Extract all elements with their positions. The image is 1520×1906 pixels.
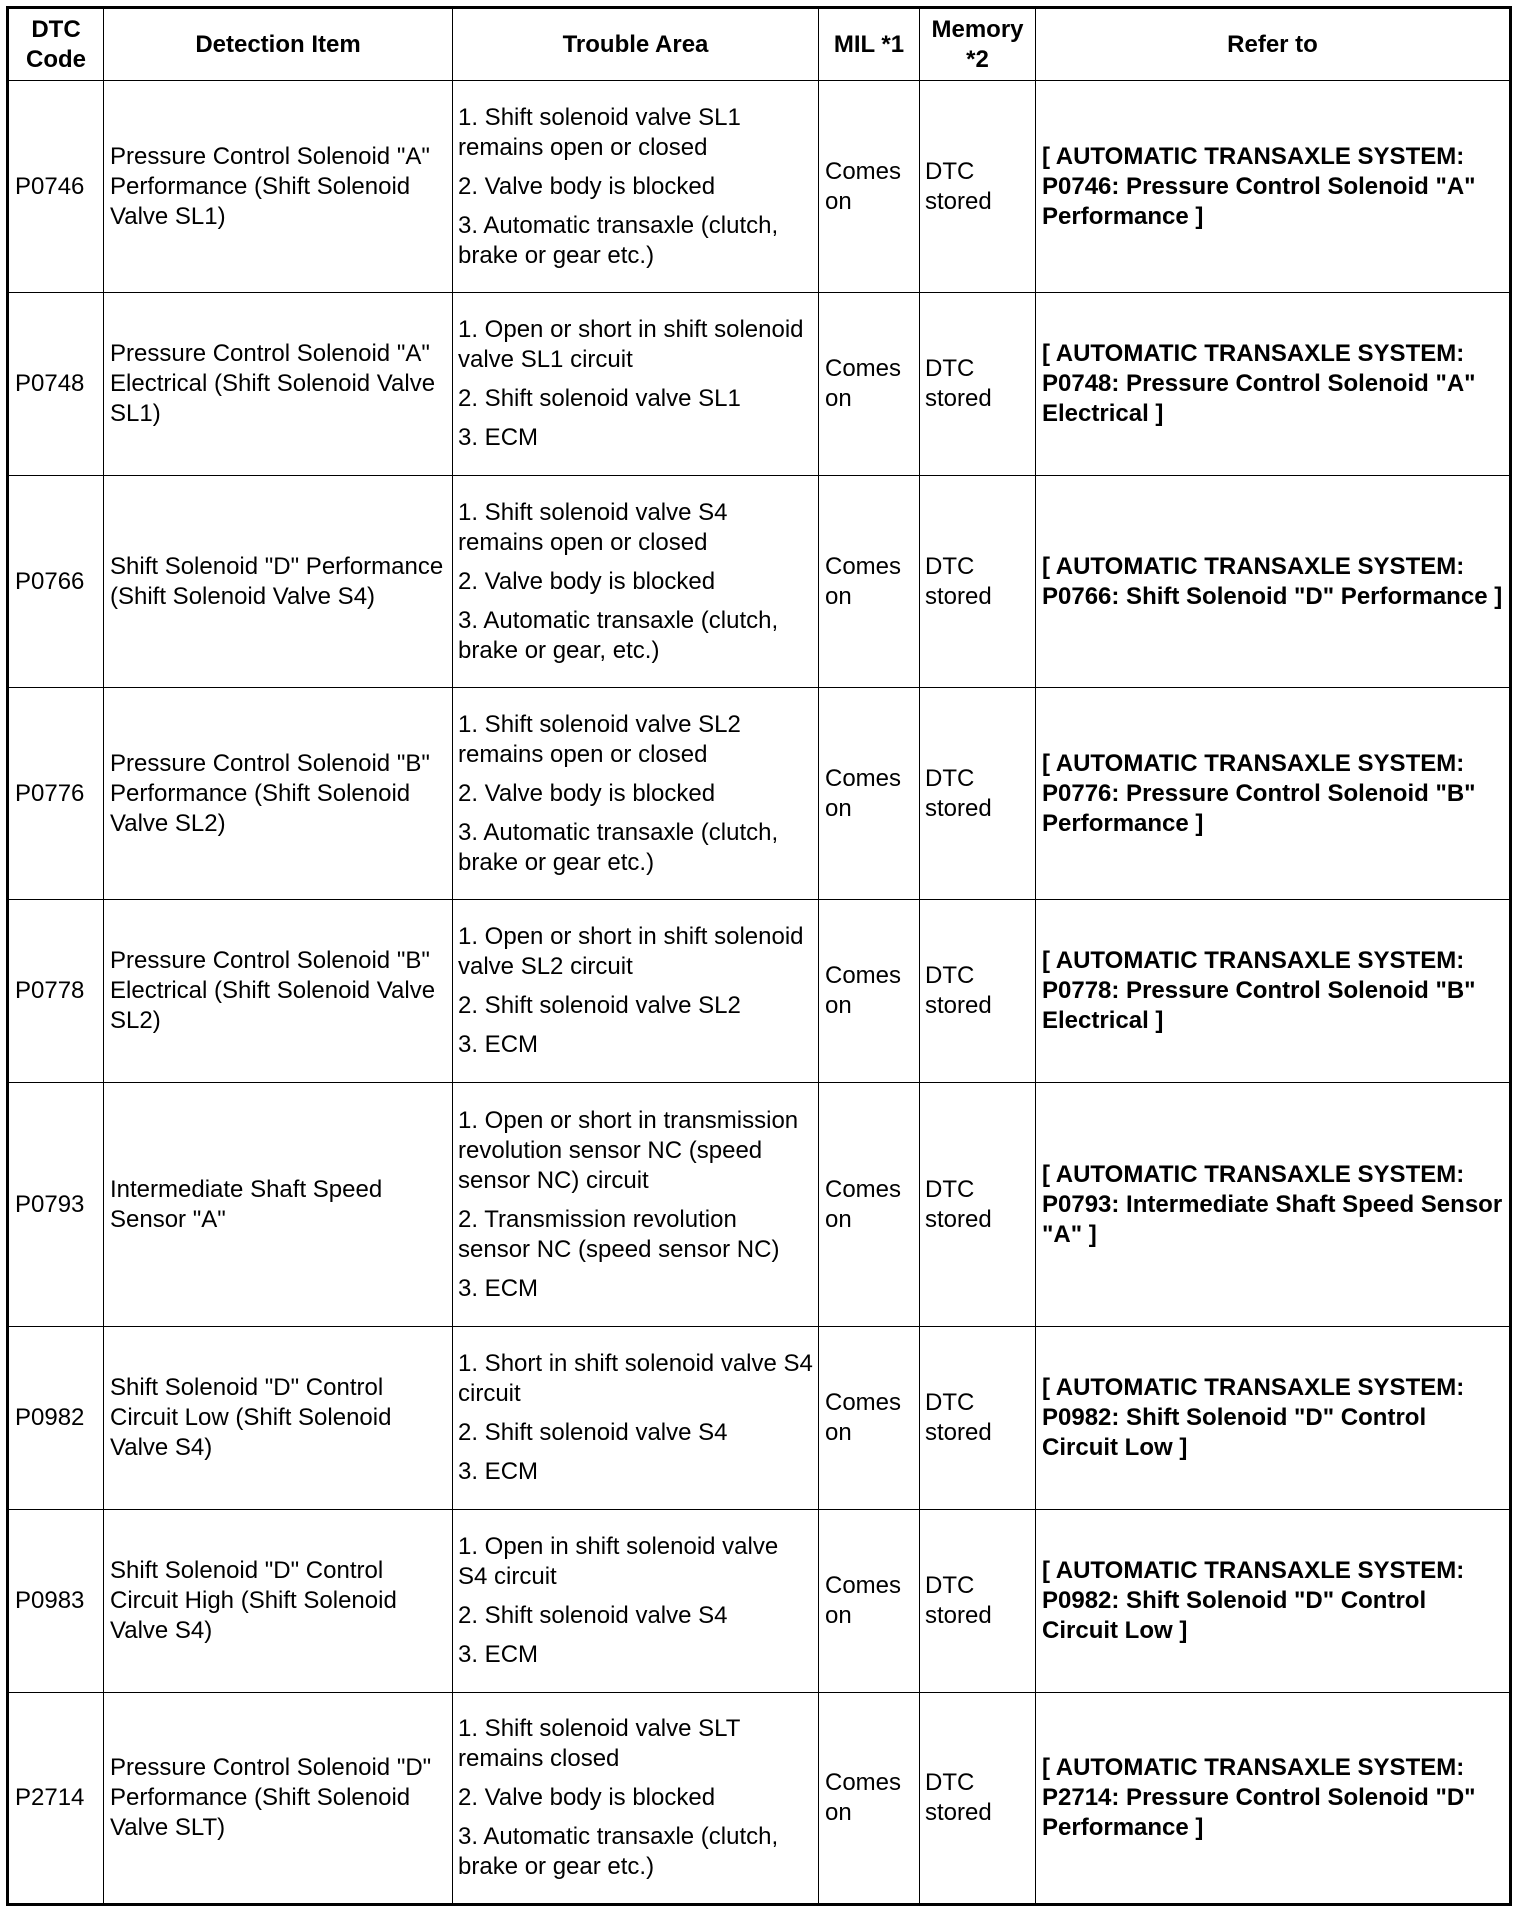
trouble-area-item: 2. Shift solenoid valve S4 [458, 1602, 728, 1629]
table-row [8, 1083, 1511, 1327]
dtc-code-cell: P0748 [8, 293, 104, 476]
trouble-area-item: 2. Valve body is blocked [458, 1784, 716, 1811]
header-mil: MIL *1 [819, 8, 920, 81]
refer-to-cell: [ AUTOMATIC TRANSAXLE SYSTEM: P0778: Pressure Control Solenoid "B" Electrical ] [1036, 900, 1511, 1083]
memory-cell: DTC stored [920, 1327, 1036, 1510]
table-row [8, 900, 1511, 1083]
trouble-area-item: 1. Open or short in shift solenoid valve SL2 circuit [458, 923, 804, 980]
trouble-area-cell [453, 1693, 819, 1905]
trouble-area-item: 1. Open or short in transmission revolution sensor NC (speed sensor NC) circuit [458, 1106, 799, 1194]
trouble-area-cell [453, 293, 819, 476]
memory-cell: DTC stored [920, 476, 1036, 688]
detection-item-cell: Intermediate Shaft Speed Sensor "A" [104, 1083, 453, 1327]
trouble-area-item: 2. Valve body is blocked [458, 567, 716, 595]
trouble-area-item: 3. ECM [458, 1641, 539, 1668]
mil-cell: Comes on [819, 1327, 920, 1510]
header-row [8, 8, 1511, 81]
trouble-area-item: 3. Automatic transaxle (clutch, brake or gear, etc.) [458, 606, 779, 664]
trouble-area-item: 3. ECM [458, 424, 539, 451]
detection-item-cell: Pressure Control Solenoid "A" Electrical (Shift Solenoid Valve SL1) [104, 293, 453, 476]
dtc-table-body [8, 81, 1511, 1905]
refer-to-cell: [ AUTOMATIC TRANSAXLE SYSTEM: P0776: Pressure Control Solenoid "B" Performance ] [1036, 688, 1511, 900]
trouble-area-item: 1. Shift solenoid valve S4 remains open or closed [458, 498, 728, 556]
trouble-area-item: 1. Shift solenoid valve SL1 remains open or closed [458, 103, 741, 161]
mil-cell: Comes on [819, 476, 920, 688]
detection-item-cell: Pressure Control Solenoid "A" Performance (Shift Solenoid Valve SL1) [104, 81, 453, 293]
table-row [8, 476, 1511, 688]
detection-item-cell: Shift Solenoid "D" Performance (Shift Solenoid Valve S4) [104, 476, 453, 688]
memory-cell: DTC stored [920, 293, 1036, 476]
memory-cell: DTC stored [920, 688, 1036, 900]
trouble-area-item: 2. Valve body is blocked [458, 779, 716, 807]
header-memory: Memory *2 [920, 8, 1036, 81]
trouble-area-item: 1. Open in shift solenoid valve S4 circuit [458, 1533, 779, 1590]
trouble-area-item: 3. Automatic transaxle (clutch, brake or gear etc.) [458, 1823, 779, 1880]
trouble-area-item: 3. Automatic transaxle (clutch, brake or gear etc.) [458, 818, 779, 876]
header-refer-to: Refer to [1036, 8, 1511, 81]
dtc-code-cell: P0983 [8, 1510, 104, 1693]
dtc-code-cell: P0982 [8, 1327, 104, 1510]
detection-item-cell: Pressure Control Solenoid "B" Electrical (Shift Solenoid Valve SL2) [104, 900, 453, 1083]
trouble-area-item: 3. Automatic transaxle (clutch, brake or gear etc.) [458, 211, 779, 269]
header-dtc-code: DTC Code [8, 8, 104, 81]
table-row [8, 688, 1511, 900]
table-row [8, 1693, 1511, 1905]
dtc-code-cell: P2714 [8, 1693, 104, 1905]
memory-cell: DTC stored [920, 81, 1036, 293]
mil-cell: Comes on [819, 81, 920, 293]
header-trouble-area: Trouble Area [453, 8, 819, 81]
mil-cell: Comes on [819, 1510, 920, 1693]
trouble-area-cell [453, 81, 819, 293]
table-row [8, 81, 1511, 293]
dtc-code-cell: P0746 [8, 81, 104, 293]
table-row [8, 1510, 1511, 1693]
trouble-area-item: 1. Shift solenoid valve SL2 remains open or closed [458, 710, 741, 768]
trouble-area-item: 3. ECM [458, 1274, 539, 1302]
memory-cell: DTC stored [920, 900, 1036, 1083]
trouble-area-item: 3. ECM [458, 1458, 539, 1485]
trouble-area-item: 2. Shift solenoid valve S4 [458, 1419, 728, 1446]
dtc-code-cell: P0793 [8, 1083, 104, 1327]
table-row [8, 293, 1511, 476]
detection-item-cell: Shift Solenoid "D" Control Circuit Low (Shift Solenoid Valve S4) [104, 1327, 453, 1510]
dtc-code-cell: P0776 [8, 688, 104, 900]
trouble-area-cell [453, 1327, 819, 1510]
trouble-area-item: 2. Transmission revolution sensor NC (speed sensor NC) [458, 1205, 780, 1263]
mil-cell: Comes on [819, 900, 920, 1083]
refer-to-cell: [ AUTOMATIC TRANSAXLE SYSTEM: P0746: Pressure Control Solenoid "A" Performance ] [1036, 81, 1511, 293]
mil-cell: Comes on [819, 1693, 920, 1905]
header-detection-item: Detection Item [104, 8, 453, 81]
trouble-area-item: 1. Shift solenoid valve SLT remains closed [458, 1715, 740, 1772]
trouble-area-item: 2. Valve body is blocked [458, 172, 716, 200]
trouble-area-item: 2. Shift solenoid valve SL1 [458, 385, 741, 412]
dtc-table [6, 6, 1512, 1906]
refer-to-cell: [ AUTOMATIC TRANSAXLE SYSTEM: P0982: Shift Solenoid "D" Control Circuit Low ] [1036, 1510, 1511, 1693]
trouble-area-cell [453, 476, 819, 688]
memory-cell: DTC stored [920, 1693, 1036, 1905]
mil-cell: Comes on [819, 293, 920, 476]
trouble-area-item: 1. Short in shift solenoid valve S4 circuit [458, 1350, 813, 1407]
trouble-area-cell [453, 1510, 819, 1693]
detection-item-cell: Shift Solenoid "D" Control Circuit High (Shift Solenoid Valve S4) [104, 1510, 453, 1693]
dtc-code-cell: P0778 [8, 900, 104, 1083]
memory-cell: DTC stored [920, 1083, 1036, 1327]
refer-to-cell: [ AUTOMATIC TRANSAXLE SYSTEM: P0982: Shift Solenoid "D" Control Circuit Low ] [1036, 1327, 1511, 1510]
trouble-area-item: 1. Open or short in shift solenoid valve SL1 circuit [458, 316, 804, 373]
trouble-area-cell [453, 1083, 819, 1327]
refer-to-cell: [ AUTOMATIC TRANSAXLE SYSTEM: P0748: Pressure Control Solenoid "A" Electrical ] [1036, 293, 1511, 476]
mil-cell: Comes on [819, 688, 920, 900]
mil-cell: Comes on [819, 1083, 920, 1327]
dtc-code-cell: P0766 [8, 476, 104, 688]
detection-item-cell: Pressure Control Solenoid "B" Performance (Shift Solenoid Valve SL2) [104, 688, 453, 900]
trouble-area-item: 3. ECM [458, 1031, 539, 1058]
memory-cell: DTC stored [920, 1510, 1036, 1693]
refer-to-cell: [ AUTOMATIC TRANSAXLE SYSTEM: P2714: Pressure Control Solenoid "D" Performance ] [1036, 1693, 1511, 1905]
trouble-area-cell [453, 900, 819, 1083]
detection-item-cell: Pressure Control Solenoid "D" Performance (Shift Solenoid Valve SLT) [104, 1693, 453, 1905]
trouble-area-cell [453, 688, 819, 900]
trouble-area-item: 2. Shift solenoid valve SL2 [458, 992, 741, 1019]
refer-to-cell: [ AUTOMATIC TRANSAXLE SYSTEM: P0766: Shift Solenoid "D" Performance ] [1036, 476, 1511, 688]
refer-to-cell: [ AUTOMATIC TRANSAXLE SYSTEM: P0793: Intermediate Shaft Speed Sensor "A" ] [1036, 1083, 1511, 1327]
table-row [8, 1327, 1511, 1510]
